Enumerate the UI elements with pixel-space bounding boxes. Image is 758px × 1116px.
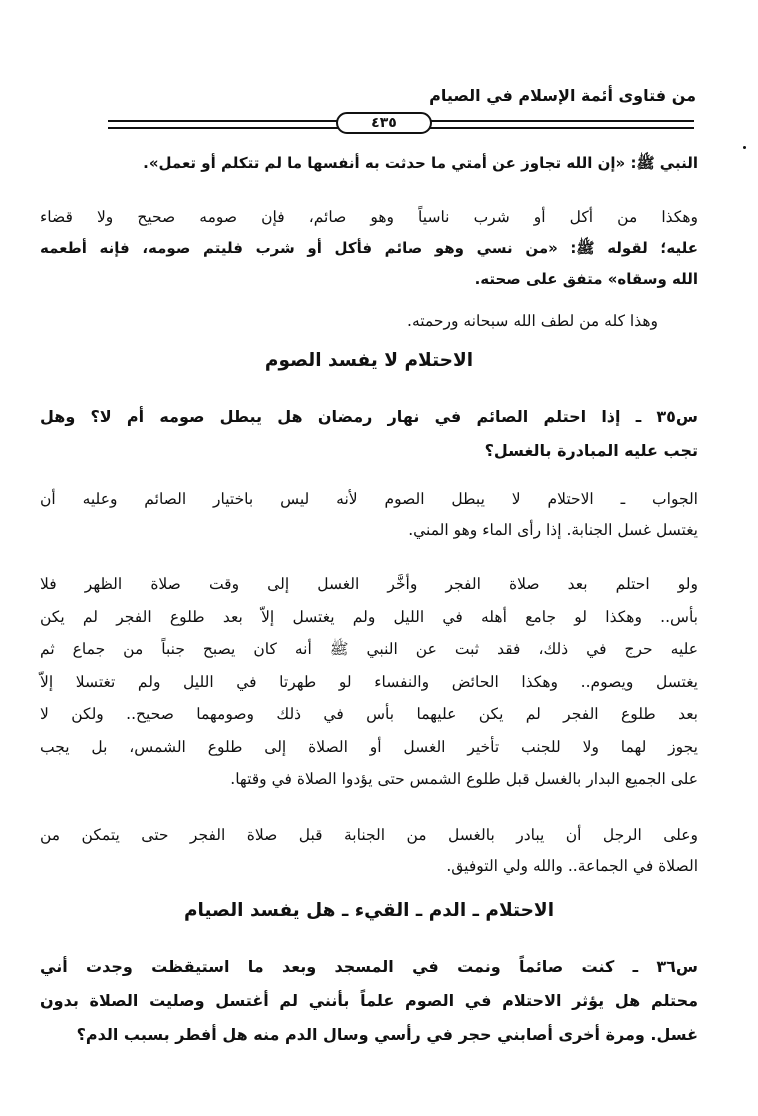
text-line: عليه حرج في ذلك، فقد ثبت عن النبي ﷺ أنه كان يصبح جنباً من جماع ثم bbox=[40, 640, 698, 658]
text-line: محتلم هل يؤثر الاحتلام في الصوم علماً بأنني لم أغتسل وصليت الصلاة بدون bbox=[40, 991, 698, 1010]
text-line: الجواب ـ الاحتلام لا يبطل الصوم لأنه ليس باختيار الصائم وعليه أن bbox=[40, 490, 698, 508]
double-rule-left bbox=[108, 120, 338, 129]
text-line: وعلى الرجل أن يبادر بالغسل من الجنابة قبل صلاة الفجر حتى يتمكن من bbox=[40, 826, 698, 844]
text-line: س٣٦ ـ كنت صائماً ونمت في المسجد وبعد ما استيقظت وجدت أني bbox=[40, 957, 698, 976]
section-heading-1: الاحتلام لا يفسد الصوم bbox=[264, 350, 474, 371]
answer-35 bbox=[40, 484, 698, 546]
text-line: وهذا كله من لطف الله سبحانه ورحمته. bbox=[407, 312, 658, 330]
text-line: على الجميع البدار بالغسل قبل طلوع الشمس حتى يؤدوا الصلاة في وقتها. bbox=[230, 770, 698, 788]
paragraph-forgetful-eating bbox=[40, 202, 698, 295]
text-line: الصلاة في الجماعة.. والله ولي التوفيق. bbox=[446, 857, 698, 875]
question-35 bbox=[40, 400, 698, 468]
text-line: يجوز لهما ولا للجنب تأخير الغسل أو الصلاة إلى طلوع الشمس، بل يجب bbox=[40, 737, 698, 756]
text-line: غسل. ومرة أخرى أصابني حجر في رأسي وسال الدم منه هل أفطر بسبب الدم؟ bbox=[76, 1025, 698, 1044]
double-rule-right bbox=[430, 120, 694, 129]
paragraph-ghusl-delay bbox=[40, 568, 698, 796]
page-number: ٤٣٥ bbox=[336, 112, 432, 134]
paragraph-fajr-ghusl bbox=[40, 820, 698, 882]
text-line: يغتسل ويصوم.. وهكذا الحائض والنفساء لو طهرتا في الليل ولم تغتسلا إلاّ bbox=[40, 672, 698, 691]
margin-mark bbox=[743, 146, 746, 149]
paragraph-mercy bbox=[40, 306, 698, 337]
question-36 bbox=[40, 950, 698, 1052]
text-line: ولو احتلم بعد صلاة الفجر وأخَّر الغسل إلى وقت صلاة الظهر فلا bbox=[40, 575, 699, 593]
section-heading-2: الاحتلام ـ الدم ـ القيء ـ هل يفسد الصيام bbox=[183, 900, 555, 921]
text-line: تجب عليه المبادرة بالغسل؟ bbox=[484, 441, 698, 460]
text-line: بعد طلوع الفجر لم يكن عليهما بأس في ذلك وصومهما صحيح.. ولكن لا bbox=[40, 705, 698, 723]
text-line: النبي ﷺ: «إن الله تجاوز عن أمتي ما حدثت به أنفسها ما لم تتكلم أو تعمل». bbox=[143, 154, 698, 172]
text-line: بأس.. وهكذا لو جامع أهله في الليل ولم يغتسل إلاّ بعد طلوع الفجر لم يكن bbox=[40, 607, 698, 626]
text-line: س٣٥ ـ إذا احتلم الصائم في نهار رمضان هل يبطل صومه أم لا؟ وهل bbox=[40, 407, 698, 426]
text-line: يغتسل غسل الجنابة. إذا رأى الماء وهو المني. bbox=[408, 521, 698, 539]
text-line: عليه؛ لقوله ﷺ: «من نسي وهو صائم فأكل أو شرب فليتم صومه، فإنه أطعمه bbox=[40, 239, 698, 257]
header-rule bbox=[108, 112, 694, 134]
text-line: الله وسقاه» متفق على صحته. bbox=[474, 270, 698, 288]
running-title: من فتاوى أئمة الإسلام في الصيام bbox=[429, 86, 696, 105]
paragraph-hadith-quote bbox=[40, 148, 698, 179]
text-line: وهكذا من أكل أو شرب ناسياً وهو صائم، فإن صومه صحيح ولا قضاء bbox=[40, 208, 698, 226]
